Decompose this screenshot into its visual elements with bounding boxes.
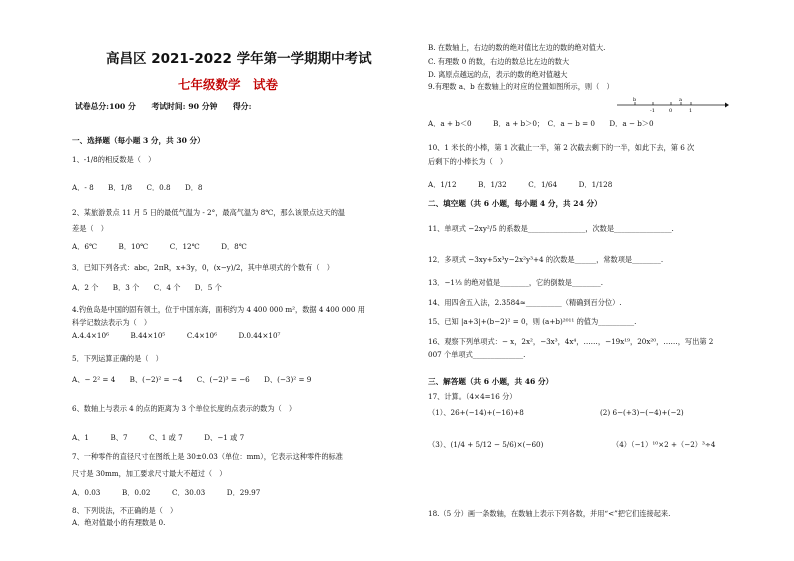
question-12: 12．多项式 −3xy+5x³y−2x²y³+4 的次数是______，常数项是________. <box>428 255 664 264</box>
question-3-options: A．2 个 B．3 个 C．4 个 D．5 个 <box>72 283 222 292</box>
question-17: 17、计算。（4×4=16 分） <box>428 392 517 401</box>
question-16-line2: 007 个单项式______________. <box>428 350 526 359</box>
label-zero: 0 <box>669 108 673 113</box>
question-17-part3: （3）、(1/4 + 5/12 − 5/6)×(−60) <box>428 440 544 449</box>
question-3: 3．已知下列各式：abc，2πR，x+3y，0，(x−y)/2，其中单项式的个数有（ ） <box>72 263 334 272</box>
question-8-option-c: C. 有理数 0 的数，右边的数总比左边的数大 <box>428 57 570 66</box>
question-10-line2: 后剩下的小棒长为（ ） <box>428 157 508 166</box>
label-one: 1 <box>689 108 693 113</box>
section-choice-title: 一、选择题（每小题 3 分，共 30 分） <box>72 136 205 145</box>
question-13: 13．−1⅓ 的绝对值是________，它的倒数是________. <box>428 278 604 287</box>
question-4-options: A.4.4×10⁶ B.44×10⁵ C.4×10⁶ D.0.44×10⁷ <box>72 331 281 340</box>
label-b: b <box>633 97 637 103</box>
question-8: 8、下列说法，不正确的是（ ） <box>72 506 178 515</box>
question-7-line2: 尺寸是 30mm，加工要求尺寸最大不超过（ ） <box>72 469 227 478</box>
question-10-options: A．1/12 B．1/32 C．1/64 D．1/128 <box>428 180 613 189</box>
question-11: 11、单项式 −2xy²/5 的系数是________________，次数是________________. <box>428 224 674 233</box>
label-neg1: -1 <box>650 108 655 113</box>
question-2-line1: 2、某旅游景点 11 月 5 日的最低气温为 - 2°，最高气温为 8℃，那么该景点这天的温 <box>72 208 346 217</box>
number-line-arrow <box>725 103 729 108</box>
question-16-line1: 16、观察下列单项式：− x，2x²，−3x³，4x⁴，……，−19x¹⁹，20x²⁰，……，写出第 2 <box>428 337 714 346</box>
exam-subtitle: 七年级数学 试卷 <box>178 77 279 92</box>
number-line-figure <box>615 95 730 113</box>
question-6-options: A、1 B、7 C、1 或 7 D、−1 或 7 <box>72 433 245 442</box>
question-9: 9.有理数 a、b 在数轴上的对应的位置如图所示，则（ ） <box>428 82 614 91</box>
question-14: 14、用四舍五入法，2.3584≈__________（精确到百分位）. <box>428 298 622 307</box>
question-17-part1: （1）、26+(−14)+(−16)+8 <box>428 408 524 417</box>
question-9-options: A．a + b＜0 B．a + b＞0； C．a − b = 0 D．a − b＞0 <box>428 119 654 128</box>
question-7-options: A．0.03 B．0.02 C．30.03 D．29.97 <box>72 488 261 497</box>
question-18: 18.（5 分）画一条数轴，在数轴上表示下列各数，并用“<”把它们连接起来. <box>428 509 671 518</box>
question-4-line2: 科学记数法表示为（ ） <box>72 318 152 327</box>
section-fill-title: 二、填空题（共 6 小题，每小题 4 分，共 24 分） <box>428 199 602 208</box>
question-1-options: A．- 8 B．1/8 C．0.8 D．8 <box>72 183 203 192</box>
question-8-option-b: B. 在数轴上，右边的数的绝对值比左边的数的绝对值大. <box>428 43 606 52</box>
question-17-part2: (2) 6−(+3)−(−4)+(−2) <box>600 408 684 417</box>
question-2-line2: 差是（ ） <box>72 224 108 233</box>
question-17-part4: （4）（−1）¹⁰×2 +（−2）³÷4 <box>612 440 716 449</box>
question-1: 1、-1/8的相反数是（ ） <box>72 155 156 164</box>
question-8-option-d: D. 离原点越远的点，表示的数的绝对值越大 <box>428 70 568 79</box>
question-8-option-a: A．绝对值最小的有理数是 0. <box>72 518 166 527</box>
question-10-line1: 10、1 米长的小棒，第 1 次截止一半，第 2 次截去剩下的一半，如此下去，第 6 次 <box>428 143 695 152</box>
question-5-options: A、− 2² = 4 B、(−2)² = −4 C、(−2)³ = −6 D、(−3)² = 9 <box>72 375 312 384</box>
question-2-options: A．6℃ B．10℃ C．12℃ D．8℃ <box>72 242 247 251</box>
question-4-line1: 4.钓鱼岛是中国的固有领土，位于中国东海，面积约为 4 400 000 m²，数据 4 400 000 用 <box>72 305 365 314</box>
question-5: 5．下列运算正确的是（ ） <box>72 354 163 363</box>
label-a: a <box>679 97 682 103</box>
question-6: 6、数轴上与表示 4 的点的距离为 3 个单位长度的点表示的数为（ ） <box>72 404 297 413</box>
exam-info: 试卷总分:100 分 考试时间: 90 分钟 得分: <box>75 102 252 111</box>
question-15: 15、已知 |a+3|+(b−2)² = 0，则 (a+b)²⁰¹¹ 的值为__________. <box>428 317 637 326</box>
section-solve-title: 三、解答题（共 6 小题，共 46 分） <box>428 377 554 386</box>
exam-title: 高昌区 2021-2022 学年第一学期期中考试 <box>106 51 372 67</box>
question-7-line1: 7、一种零件的直径尺寸在图纸上是 30±0.03（单位：mm），它表示这种零件的标准 <box>72 452 343 461</box>
